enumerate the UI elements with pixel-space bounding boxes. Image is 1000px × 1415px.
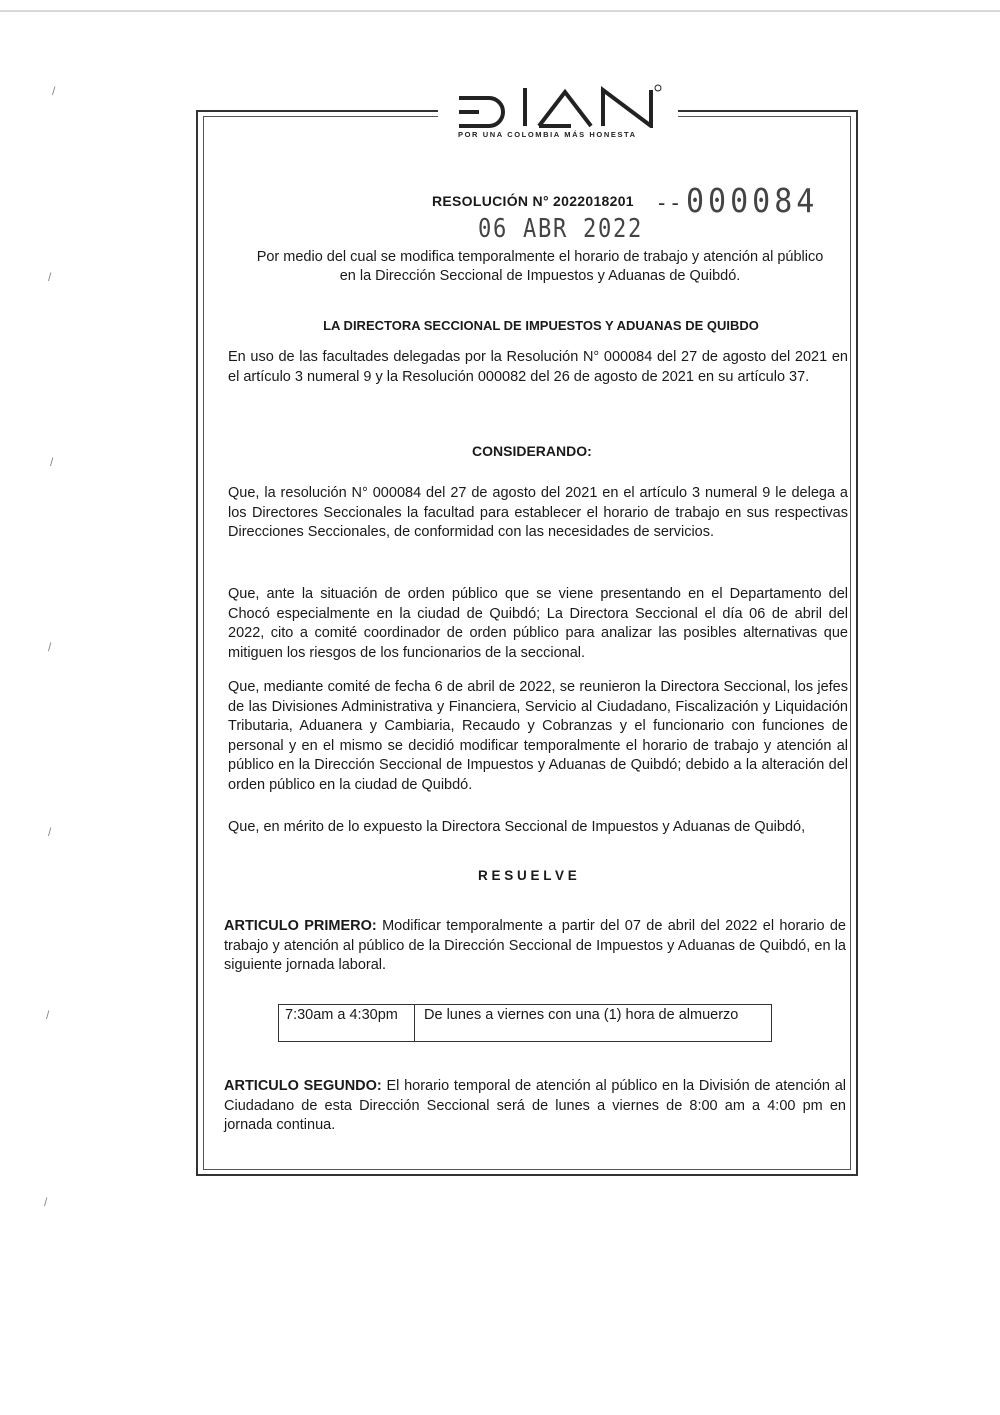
scan-mark: / [44, 1195, 48, 1209]
scan-mark: / [50, 455, 54, 469]
considerando-3: Que, mediante comité de fecha 6 de abril de 2022, se reunieron la Directora Seccional, los jefes de las Divisiones Administrativa y Financiera, Servicio al Ciudadano, Fiscalización y Liquidación Tributaria, Aduanera y Cambiaria, Recaudo y Cobranzas y el funcionario con funciones de personal y en el mismo se decidió modificar temporalmente el horario de trabajo y atención al público en la Dirección Seccional de Impuestos y Aduanas de Quibdó; debido a la alteración del orden público en la ciudad de Quibdó. [228, 679, 848, 793]
resolution-subject [226, 248, 854, 286]
scan-mark: / [46, 1008, 50, 1022]
articulo-segundo-text: El horario temporal de atención al público en la División de atención al Ciudadano de esta Dirección Seccional será de lunes a viernes de 8:00 am a 4:00 pm en jornada continua. [224, 1078, 846, 1133]
scan-mark: / [52, 84, 56, 98]
logo-tagline: POR UNA COLOMBIA MÁS HONESTA [458, 130, 637, 139]
schedule-hours: 7:30am a 4:30pm [279, 1005, 415, 1041]
intro-paragraph: En uso de las facultades delegadas por la Resolución N° 000084 del 27 de agosto del 2021 en el artículo 3 numeral 9 y la Resolución 000082 del 26 de agosto de 2021 en su artículo 37. [228, 349, 848, 385]
resuelve-heading: R E S U E L V E [478, 868, 577, 883]
schedule-days: De lunes a viernes con una (1) hora de almuerzo [424, 1007, 739, 1023]
scan-edge-line [0, 10, 1000, 12]
considerando-2: Que, ante la situación de orden público que se viene presentando en el Departamento del Chocó especialmente en la ciudad de Quibdó; La Directora Seccional el día 06 de abril del 2022, cito a comité coordinador de orden público para analizar las posibles alternativas que mitiguen los riesgos de los funcionarios de la seccional. [228, 586, 848, 661]
subject-line-1: Por medio del cual se modifica temporalmente el horario de trabajo y atención al público [256, 249, 824, 265]
issuing-authority: LA DIRECTORA SECCIONAL DE IMPUESTOS Y ADUANAS DE QUIBDO [323, 318, 759, 333]
dian-logo [455, 84, 665, 128]
subject-line-2: en la Dirección Seccional de Impuestos y Aduanas de Quibdó. [339, 268, 741, 284]
schedule-table [278, 1004, 772, 1042]
articulo-primero-text: Modificar temporalmente a partir del 07 de abril del 2022 el horario de trabajo y atención al público de la Dirección Seccional de Impuestos y Aduanas de Quibdó, en la siguiente jornada laboral. [224, 918, 846, 973]
resolution-dash: - - [658, 190, 679, 215]
articulo-primero [224, 917, 846, 976]
scan-mark: / [48, 825, 52, 839]
date-stamp: 06 ABR 2022 [478, 214, 644, 244]
scan-mark: / [48, 270, 52, 284]
resolution-stamp-number: 000084 [686, 182, 819, 221]
articulo-primero-title: ARTICULO PRIMERO: [224, 918, 377, 934]
considerando-heading: CONSIDERANDO: [472, 443, 592, 459]
scan-mark: / [48, 640, 52, 654]
considerando-1: Que, la resolución N° 000084 del 27 de agosto del 2021 en el artículo 3 numeral 9 le delega a los Directores Seccionales la facultad para establecer el horario de trabajo en sus respectivas Direcciones Seccionales, de conformidad con las necesidades de servicios. [228, 485, 848, 540]
articulo-segundo-title: ARTICULO SEGUNDO: [224, 1078, 382, 1094]
considerando-4: Que, en mérito de lo expuesto la Directora Seccional de Impuestos y Aduanas de Quibdó, [228, 819, 806, 835]
resolution-number-label: RESOLUCIÓN N° 2022018201 [432, 193, 634, 209]
articulo-segundo [224, 1077, 846, 1136]
